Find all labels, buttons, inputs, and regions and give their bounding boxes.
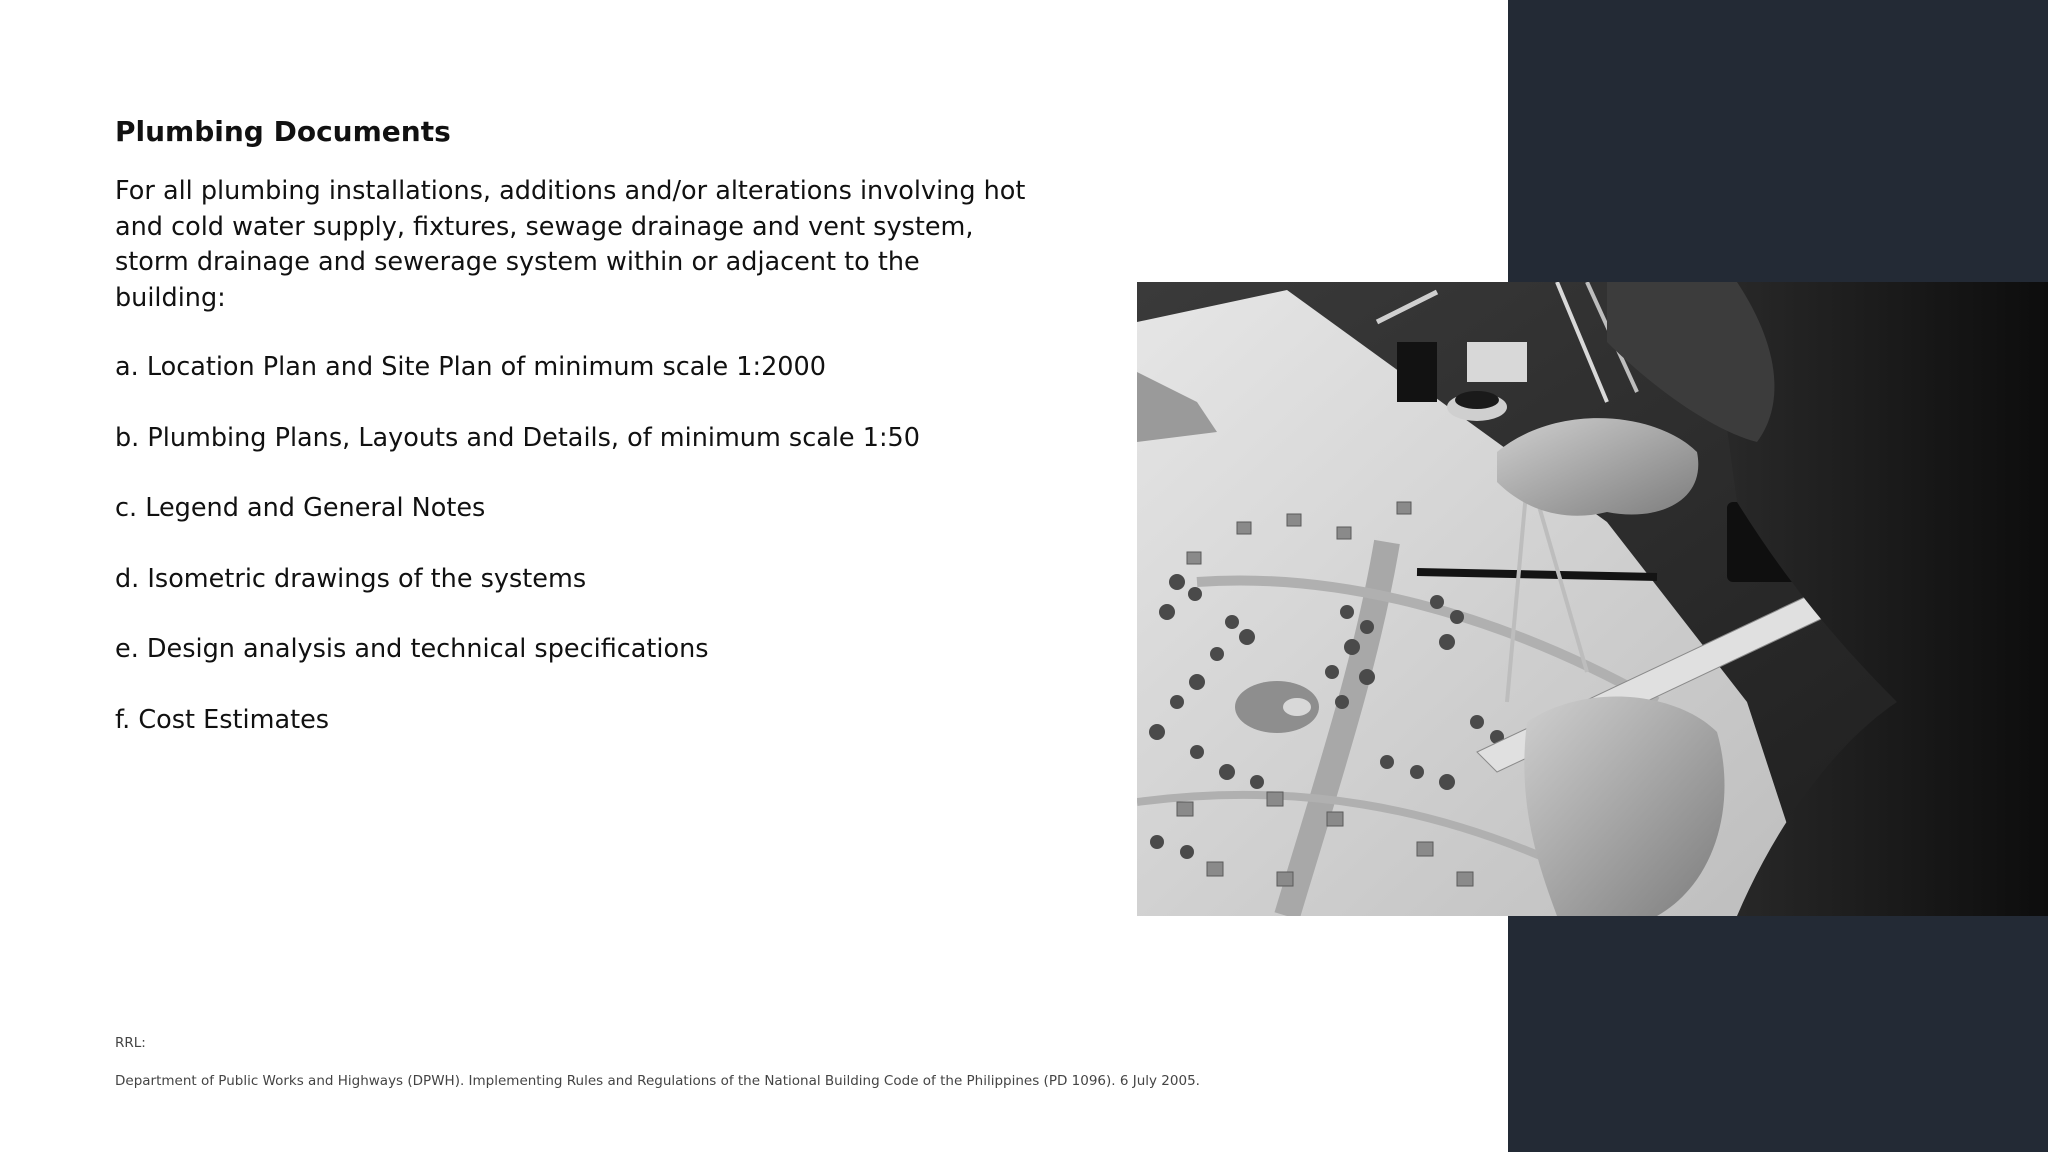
intro-paragraph: For all plumbing installations, additions and/or alterations involving hot and cold water supply, fixtures, sewage drainage and vent system, storm drainage and sewerage system within or adjacent to the building:: [115, 176, 1026, 313]
list-item: c. Legend and General Notes: [115, 493, 486, 523]
document-list: [115, 350, 1035, 738]
page-title: Plumbing Documents: [115, 115, 451, 148]
references-citation: Department of Public Works and Highways (DPWH). Implementing Rules and Regulations of the National Building Code of the Philippines (PD 1096). 6 July 2005.: [115, 1073, 1200, 1089]
list-item: f. Cost Estimates: [115, 704, 330, 735]
references-label: RRL:: [115, 1035, 146, 1051]
slide-content: [115, 112, 1035, 738]
architect-model-photo-icon: [1137, 282, 2048, 916]
list-item: b. Plumbing Plans, Layouts and Details, of minimum scale 1:50: [115, 422, 920, 453]
list-item: d. Isometric drawings of the systems: [115, 563, 587, 594]
list-item: a. Location Plan and Site Plan of minimum scale 1:2000: [115, 352, 826, 382]
references: [115, 1033, 1415, 1091]
list-item: e. Design analysis and technical specifications: [115, 634, 709, 664]
